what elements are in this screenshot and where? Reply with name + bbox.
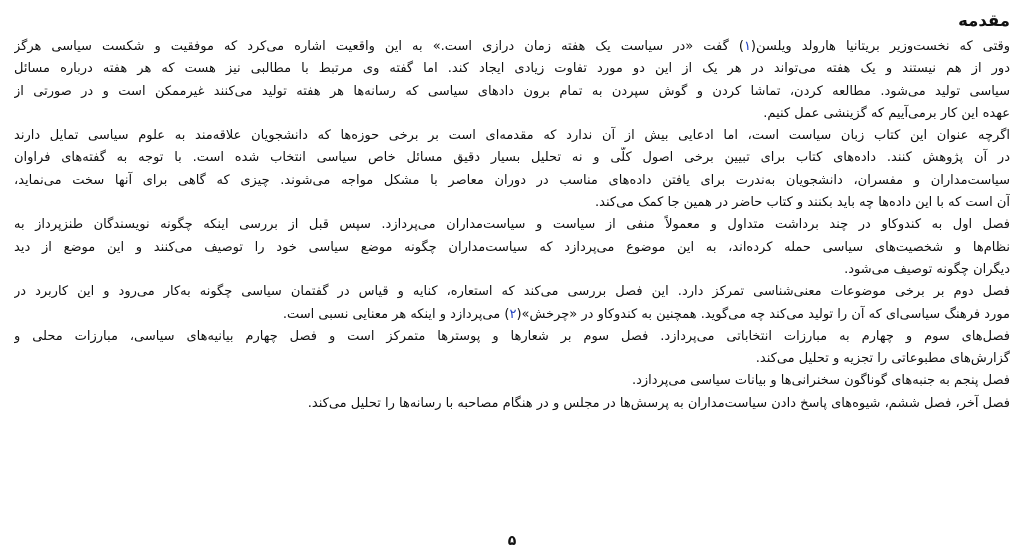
text-line: دیگران چگونه توصیف می‌شود. xyxy=(844,261,1010,277)
text-line: گزارش‌های مطبوعاتی را تجزیه و تحلیل می‌کند. xyxy=(755,351,1010,367)
text-line: فصل‌های سوم و چهارم به مبارزات انتخاباتی می‌پردازد. فصل سوم بر شعارها و پوسترها متمرکز است و فصل چهارم بیانیه‌های سیاسی، مبارزات محلی و xyxy=(14,328,1010,344)
text-line: وقتی که نخست‌وزیر بریتانیا هارولد ویلسن(۱) گفت «در سیاست یک هفته زمان درازی است.» به این واقعیت اشاره می‌کرد که موفقیت و شکست سیاسی هرگز xyxy=(14,39,1010,54)
footnote-ref: ۲ xyxy=(509,306,517,322)
text-line: آن است که با این داده‌ها چه باید بکنند و کتاب حاضر در همین جا کمک می‌کند. xyxy=(595,195,1010,211)
text-line: فصل آخر، فصل ششم، شیوه‌های پاسخ دادن سیاست‌مداران به پرسش‌ها در مجلس و در هنگام مصاحبه با رسانه‌ها را تحلیل می‌کند. xyxy=(307,395,1010,411)
text-line: سیاسی تولید می‌شود. مطالعه کردن، تماشا کردن و گوش سپردن به تمام برون دادهای سیاسی که رسانه‌ها هر هفته تولید می‌کنند غیرممکن است و در صورتی از xyxy=(14,83,1010,99)
text-line: سیاست‌مداران و مفسران، دانشجویان به‌ندرت برای یافتن داده‌های مناسب در دوران معاصر با مشکل مواجه می‌شوند. چیزی که گاهی برای آنها سخت می‌نماید، xyxy=(14,172,1010,188)
text-line: دور از هم نیستند و یک هفته می‌تواند در هر یک از این دو مورد تفاوت زیادی ایجاد کند. اما گفته وی مرتبط با مطالبی نیز هست که هر هفته درباره مسائل xyxy=(14,61,1010,77)
text-line: فصل پنجم به جنبه‌های گوناگون سخنرانی‌ها و بیانات سیاسی می‌پردازد. xyxy=(631,373,1010,389)
text-line: فصل دوم بر برخی موضوعات معنی‌شناسی تمرکز دارد. این فصل بررسی می‌کند که استعاره، کنایه و قیاس در گفتمان سیاسی چگونه به‌کار می‌رود و این کاربرد در xyxy=(14,284,1010,300)
text-line: در آن پژوهش کنند. داده‌های کتاب برای تبیین برخی اصول کلّی و نه تحلیل بسیار دقیق مسائل خاص سیاسی انتخاب شده است. با توجه به گفته‌های فراوان xyxy=(14,150,1010,166)
text-line: مورد فرهنگ سیاسی‌ای که آن را تولید می‌کند چه می‌گوید. همچنین به کندوکاو در «چرخش»(۲) می‌پردازد و اینکه هر معنایی نسبی است. xyxy=(282,306,1010,322)
footnote-ref: ۱ xyxy=(743,39,751,54)
text-line: نظام‌ها و شخصیت‌های سیاسی حمله کرده‌اند، به این موضوع می‌پردازد که سیاست‌مداران چگونه موضع سیاسی خود را توصیف می‌کنند و این موضع از دید xyxy=(14,239,1010,255)
body-text xyxy=(14,36,1010,415)
page-number: ۵ xyxy=(507,533,517,549)
text-line: اگرچه عنوان این کتاب زبان سیاست است، اما ادعایی بیش از آن ندارد که مقدمه‌ای است بر برخی حوزه‌ها که دانشجویان علاقه‌مند به علوم سیاسی تمایل دارند xyxy=(14,128,1010,144)
section-heading: مقدمه xyxy=(958,11,1010,30)
text-line: فصل اول به کندوکاو در چند برداشت متداول و معمولاً منفی از سیاست و سیاست‌مداران می‌پردازد. سپس قبل از بررسی اینکه چگونه نویسندگان طنزپرداز به xyxy=(14,217,1010,233)
text-line: عهده این کار برمی‌آییم که گزینشی عمل کنیم. xyxy=(763,105,1010,121)
